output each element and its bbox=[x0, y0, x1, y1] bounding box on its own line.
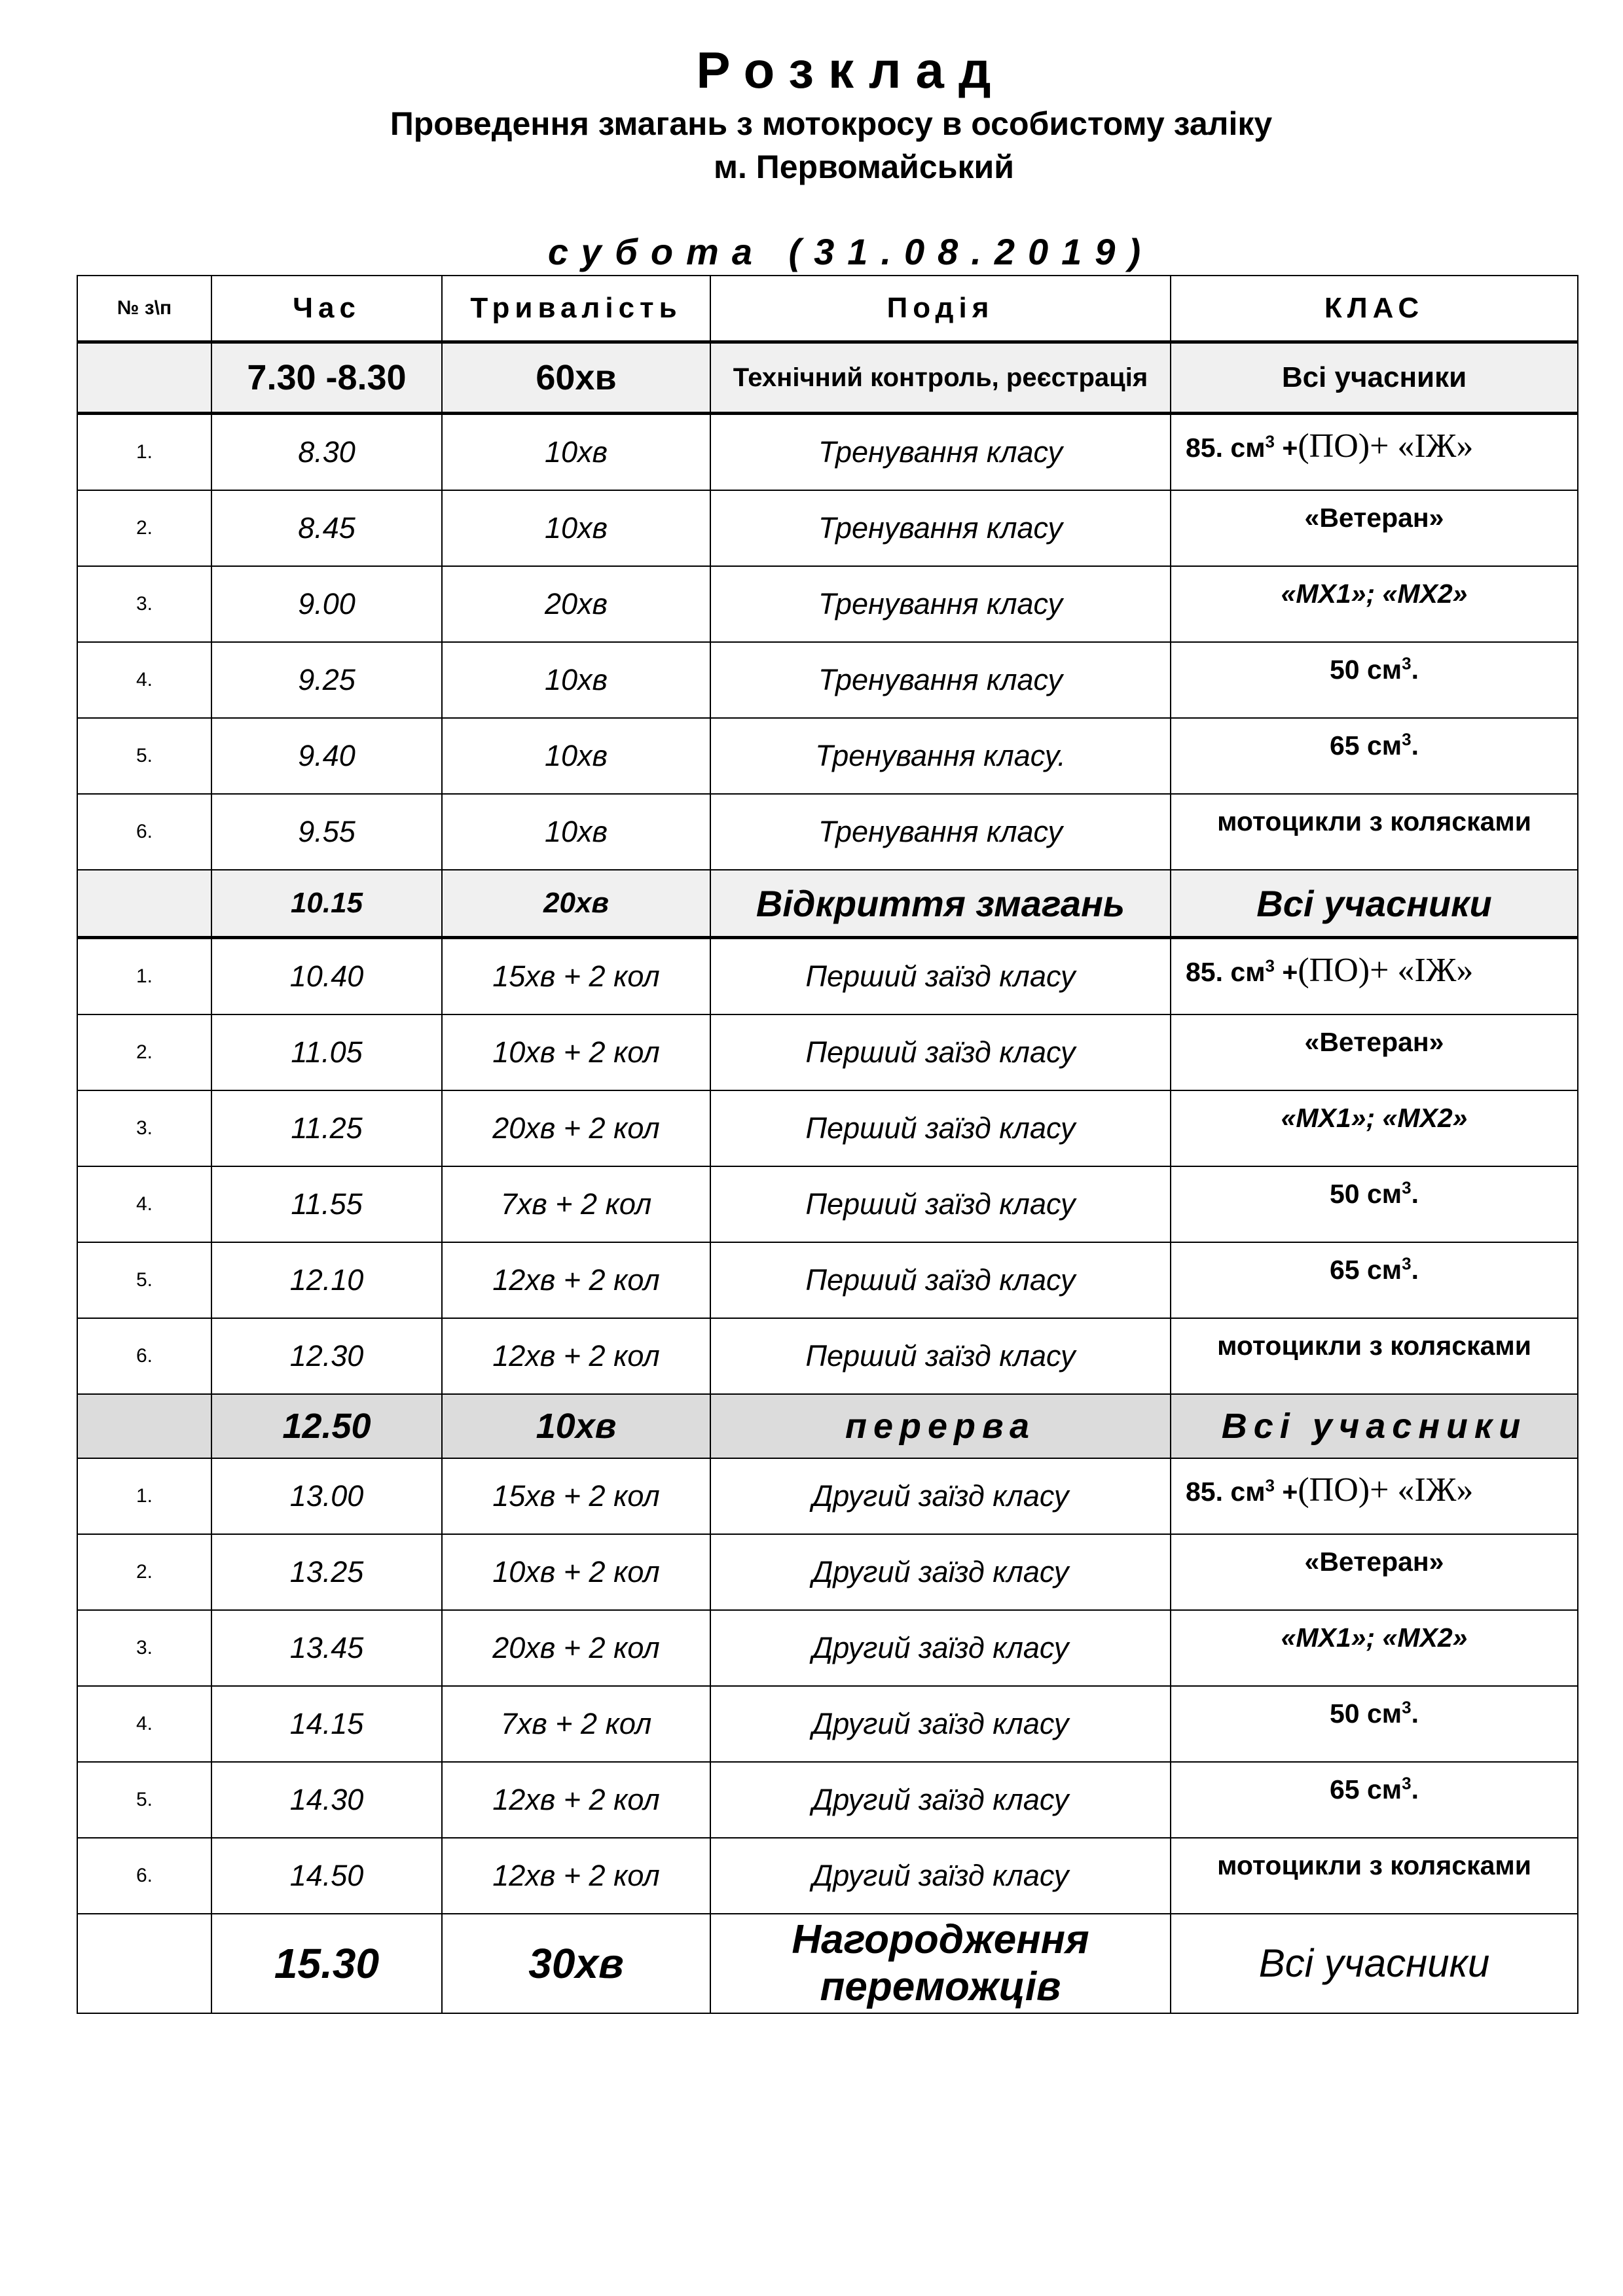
row-duration: 60хв bbox=[442, 342, 710, 414]
row-event: Перший заїзд класу bbox=[710, 1242, 1171, 1318]
class-dot: . bbox=[1411, 1255, 1419, 1285]
row-event: Другий заїзд класу bbox=[710, 1838, 1171, 1914]
row-event: Тренування класу bbox=[710, 414, 1171, 491]
row-time: 9.40 bbox=[211, 718, 442, 794]
row-duration: 12хв + 2 кол bbox=[442, 1318, 710, 1394]
row-event: перерва bbox=[710, 1394, 1171, 1458]
row-class: Всі учасники bbox=[1171, 342, 1578, 414]
row-event: Другий заїзд класу bbox=[710, 1762, 1171, 1838]
class-85-tail: (ПО)+ «ІЖ» bbox=[1298, 427, 1474, 465]
row-duration: 10хв bbox=[442, 414, 710, 491]
row-time: 12.50 bbox=[211, 1394, 442, 1458]
row-time: 11.55 bbox=[211, 1166, 442, 1242]
row-number: 6. bbox=[77, 1838, 211, 1914]
row-class bbox=[1171, 1686, 1578, 1762]
row-class bbox=[1171, 794, 1578, 870]
class-85-label: 85. см bbox=[1186, 433, 1266, 463]
row-class bbox=[1171, 414, 1578, 491]
row-duration: 10хв + 2 кол bbox=[442, 1534, 710, 1610]
class-85-label: 85. см bbox=[1186, 1477, 1266, 1507]
row-class bbox=[1171, 1014, 1578, 1090]
row-number: 4. bbox=[77, 1166, 211, 1242]
row-time: 10.40 bbox=[211, 938, 442, 1015]
table-row bbox=[77, 794, 1578, 870]
row-number: 3. bbox=[77, 1090, 211, 1166]
table-row bbox=[77, 566, 1578, 642]
class-veteran: «Ветеран» bbox=[1304, 1027, 1444, 1057]
table-row bbox=[77, 1534, 1578, 1610]
row-time: 9.55 bbox=[211, 794, 442, 870]
row-class bbox=[1171, 566, 1578, 642]
table-header-row bbox=[77, 276, 1578, 342]
row-class bbox=[1171, 1534, 1578, 1610]
section-row bbox=[77, 870, 1578, 938]
row-class bbox=[1171, 1762, 1578, 1838]
row-number: 2. bbox=[77, 1534, 211, 1610]
row-number bbox=[77, 342, 211, 414]
table-row bbox=[77, 938, 1578, 1015]
row-event: Тренування класу bbox=[710, 566, 1171, 642]
row-time: 11.05 bbox=[211, 1014, 442, 1090]
section-row bbox=[77, 342, 1578, 414]
row-time: 14.50 bbox=[211, 1838, 442, 1914]
row-duration: 20хв + 2 кол bbox=[442, 1610, 710, 1686]
row-event: Другий заїзд класу bbox=[710, 1534, 1171, 1610]
class-mx: «MX1»; «MX2» bbox=[1281, 1623, 1468, 1653]
cube-superscript: 3 bbox=[1265, 1475, 1275, 1496]
row-event: Тренування класу bbox=[710, 794, 1171, 870]
row-class: Всі учасники bbox=[1171, 870, 1578, 938]
cube-superscript: 3 bbox=[1402, 1177, 1412, 1198]
cube-superscript: 3 bbox=[1265, 956, 1275, 976]
day-label: субота (31.08.2019) bbox=[547, 231, 1154, 272]
row-event: Нагородження переможців bbox=[710, 1914, 1171, 2013]
row-event: Другий заїзд класу bbox=[710, 1610, 1171, 1686]
row-duration: 7хв + 2 кол bbox=[442, 1686, 710, 1762]
class-85-tail: (ПО)+ «ІЖ» bbox=[1298, 1471, 1474, 1509]
row-duration: 10хв bbox=[442, 490, 710, 566]
row-duration: 10хв bbox=[442, 794, 710, 870]
header-num: № з\п bbox=[77, 276, 211, 342]
row-class bbox=[1171, 1242, 1578, 1318]
row-time: 13.00 bbox=[211, 1458, 442, 1534]
class-50: 50 см bbox=[1329, 655, 1402, 685]
row-number: 6. bbox=[77, 794, 211, 870]
class-65: 65 см bbox=[1329, 1774, 1402, 1804]
row-number bbox=[77, 1394, 211, 1458]
row-class: Всі учасники bbox=[1171, 1394, 1578, 1458]
class-mx: «MX1»; «MX2» bbox=[1281, 579, 1468, 609]
row-time: 11.25 bbox=[211, 1090, 442, 1166]
row-event: Тренування класу bbox=[710, 490, 1171, 566]
row-duration: 10хв bbox=[442, 642, 710, 718]
section-row bbox=[77, 1914, 1578, 2013]
row-number: 1. bbox=[77, 938, 211, 1015]
row-duration: 12хв + 2 кол bbox=[442, 1242, 710, 1318]
row-duration: 15хв + 2 кол bbox=[442, 938, 710, 1015]
row-number: 2. bbox=[77, 1014, 211, 1090]
row-time: 15.30 bbox=[211, 1914, 442, 2013]
row-duration: 20хв bbox=[442, 566, 710, 642]
class-50: 50 см bbox=[1329, 1698, 1402, 1729]
row-event: Відкриття змагань bbox=[710, 870, 1171, 938]
row-number: 4. bbox=[77, 642, 211, 718]
table-row bbox=[77, 1458, 1578, 1534]
class-65: 65 см bbox=[1329, 730, 1402, 761]
row-time: 9.00 bbox=[211, 566, 442, 642]
row-event: Тренування класу bbox=[710, 642, 1171, 718]
row-time: 7.30 -8.30 bbox=[211, 342, 442, 414]
class-sidecar: мотоцикли з колясками bbox=[1217, 806, 1531, 836]
row-event: Перший заїзд класу bbox=[710, 1014, 1171, 1090]
row-class bbox=[1171, 642, 1578, 718]
section-row bbox=[77, 1394, 1578, 1458]
row-class bbox=[1171, 718, 1578, 794]
row-event: Перший заїзд класу bbox=[710, 938, 1171, 1015]
row-event: Тренування класу. bbox=[710, 718, 1171, 794]
table-row bbox=[77, 1610, 1578, 1686]
table-row bbox=[77, 1686, 1578, 1762]
header-event: Подія bbox=[710, 276, 1171, 342]
class-dot: . bbox=[1411, 655, 1419, 685]
schedule-table bbox=[77, 275, 1578, 2014]
table-row bbox=[77, 490, 1578, 566]
row-number: 5. bbox=[77, 1762, 211, 1838]
row-event: Перший заїзд класу bbox=[710, 1318, 1171, 1394]
row-event: Технічний контроль, реєстрація bbox=[710, 342, 1171, 414]
row-duration: 20хв bbox=[442, 870, 710, 938]
row-number bbox=[77, 870, 211, 938]
row-duration: 10хв bbox=[442, 1394, 710, 1458]
table-row bbox=[77, 1838, 1578, 1914]
class-dot: . bbox=[1411, 730, 1419, 761]
row-number: 2. bbox=[77, 490, 211, 566]
class-85-plus: + bbox=[1275, 957, 1298, 987]
row-duration: 15хв + 2 кол bbox=[442, 1458, 710, 1534]
row-class bbox=[1171, 938, 1578, 1015]
table-row bbox=[77, 718, 1578, 794]
row-duration: 20хв + 2 кол bbox=[442, 1090, 710, 1166]
class-sidecar: мотоцикли з колясками bbox=[1217, 1331, 1531, 1361]
table-row bbox=[77, 1242, 1578, 1318]
row-duration: 10хв + 2 кол bbox=[442, 1014, 710, 1090]
row-class bbox=[1171, 1610, 1578, 1686]
row-time: 13.45 bbox=[211, 1610, 442, 1686]
table-row bbox=[77, 414, 1578, 491]
row-event: Другий заїзд класу bbox=[710, 1686, 1171, 1762]
row-time: 13.25 bbox=[211, 1534, 442, 1610]
row-class bbox=[1171, 1090, 1578, 1166]
row-time: 12.30 bbox=[211, 1318, 442, 1394]
cube-superscript: 3 bbox=[1402, 1697, 1412, 1717]
table-row bbox=[77, 1166, 1578, 1242]
row-number: 5. bbox=[77, 1242, 211, 1318]
row-number: 5. bbox=[77, 718, 211, 794]
class-mx: «MX1»; «MX2» bbox=[1281, 1103, 1468, 1133]
row-class bbox=[1171, 1838, 1578, 1914]
header-duration: Тривалість bbox=[442, 276, 710, 342]
row-event: Перший заїзд класу bbox=[710, 1166, 1171, 1242]
header-time: Час bbox=[211, 276, 442, 342]
row-number: 1. bbox=[77, 414, 211, 491]
row-event: Перший заїзд класу bbox=[710, 1090, 1171, 1166]
class-dot: . bbox=[1411, 1774, 1419, 1804]
row-time: 12.10 bbox=[211, 1242, 442, 1318]
cube-superscript: 3 bbox=[1402, 653, 1412, 673]
table-row bbox=[77, 1014, 1578, 1090]
row-duration: 10хв bbox=[442, 718, 710, 794]
table-row bbox=[77, 1762, 1578, 1838]
row-duration: 12хв + 2 кол bbox=[442, 1838, 710, 1914]
row-time: 14.15 bbox=[211, 1686, 442, 1762]
header-class: КЛАС bbox=[1171, 276, 1578, 342]
class-dot: . bbox=[1411, 1698, 1419, 1729]
document-title: Розклад bbox=[696, 41, 1006, 99]
row-time: 8.30 bbox=[211, 414, 442, 491]
class-85-label: 85. см bbox=[1186, 957, 1266, 987]
row-time: 14.30 bbox=[211, 1762, 442, 1838]
class-85-plus: + bbox=[1275, 1477, 1298, 1507]
row-class bbox=[1171, 490, 1578, 566]
class-dot: . bbox=[1411, 1179, 1419, 1209]
row-class bbox=[1171, 1166, 1578, 1242]
row-number: 1. bbox=[77, 1458, 211, 1534]
cube-superscript: 3 bbox=[1402, 729, 1412, 749]
class-50: 50 см bbox=[1329, 1179, 1402, 1209]
class-veteran: «Ветеран» bbox=[1304, 503, 1444, 533]
row-duration: 7хв + 2 кол bbox=[442, 1166, 710, 1242]
row-number: 4. bbox=[77, 1686, 211, 1762]
cube-superscript: 3 bbox=[1402, 1773, 1412, 1793]
row-number bbox=[77, 1914, 211, 2013]
cube-superscript: 3 bbox=[1402, 1253, 1412, 1274]
row-number: 6. bbox=[77, 1318, 211, 1394]
class-veteran: «Ветеран» bbox=[1304, 1547, 1444, 1577]
row-time: 10.15 bbox=[211, 870, 442, 938]
class-85-tail: (ПО)+ «ІЖ» bbox=[1298, 952, 1474, 989]
class-65: 65 см bbox=[1329, 1255, 1402, 1285]
row-time: 8.45 bbox=[211, 490, 442, 566]
row-number: 3. bbox=[77, 1610, 211, 1686]
table-row bbox=[77, 1090, 1578, 1166]
row-class bbox=[1171, 1458, 1578, 1534]
class-sidecar: мотоцикли з колясками bbox=[1217, 1850, 1531, 1880]
row-time: 9.25 bbox=[211, 642, 442, 718]
row-class: Всі учасники bbox=[1171, 1914, 1578, 2013]
row-duration: 30хв bbox=[442, 1914, 710, 2013]
row-duration: 12хв + 2 кол bbox=[442, 1762, 710, 1838]
table-row bbox=[77, 642, 1578, 718]
row-number: 3. bbox=[77, 566, 211, 642]
table-row bbox=[77, 1318, 1578, 1394]
class-85-plus: + bbox=[1275, 433, 1298, 463]
cube-superscript: 3 bbox=[1265, 431, 1275, 452]
city-label: м. Первомайський bbox=[714, 149, 1014, 185]
row-class bbox=[1171, 1318, 1578, 1394]
row-event: Другий заїзд класу bbox=[710, 1458, 1171, 1534]
document-subtitle: Проведення змагань з мотокросу в особистому заліку bbox=[390, 105, 1273, 142]
